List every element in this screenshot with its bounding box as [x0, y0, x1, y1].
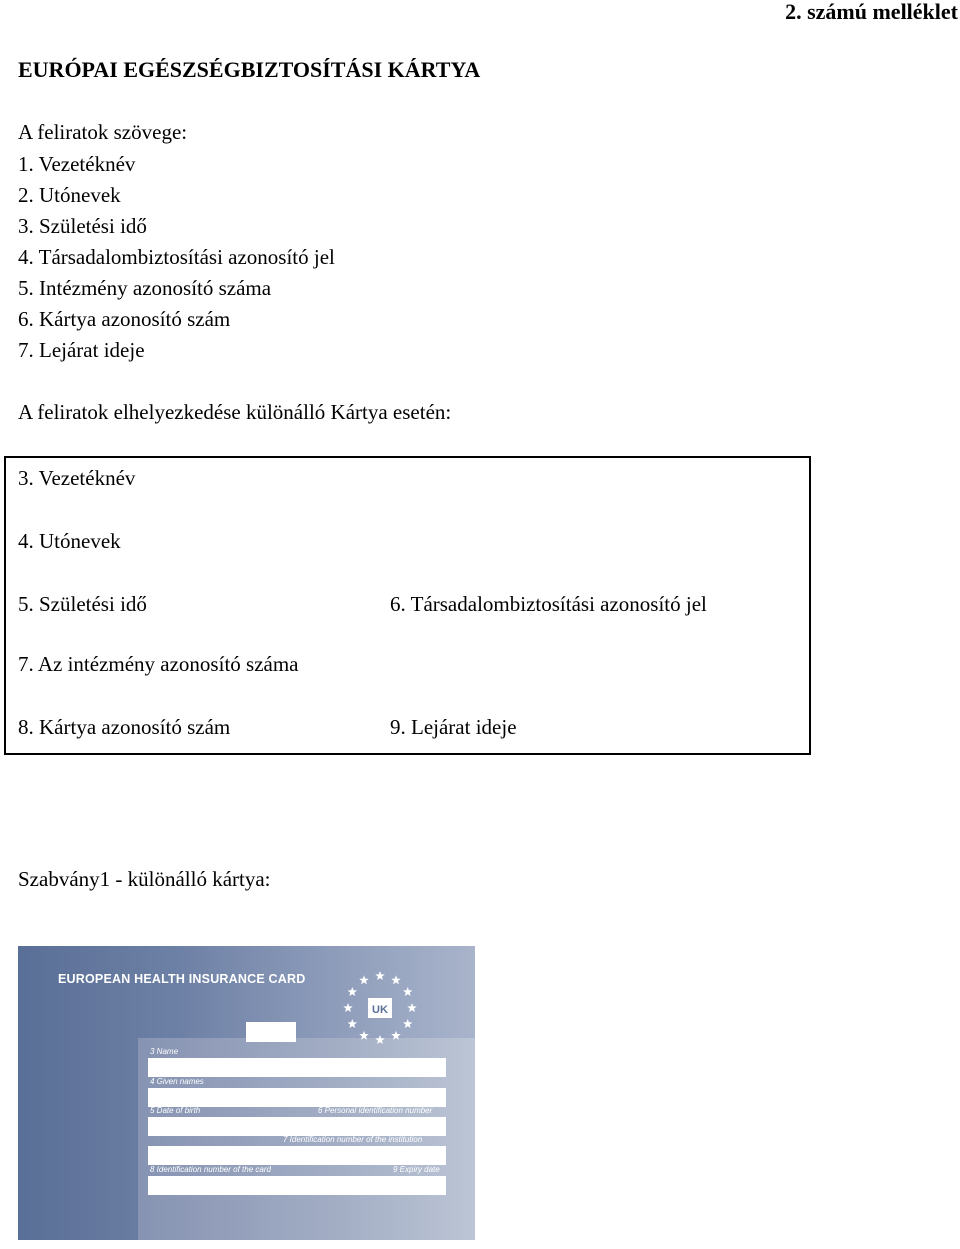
label-item: 6. Kártya azonosító szám — [18, 307, 231, 331]
eu-star-icon — [343, 1003, 353, 1012]
eu-star-icon — [407, 1003, 417, 1012]
label-item: 1. Vezetéknév — [18, 152, 136, 176]
eu-stars-icon — [340, 968, 420, 1048]
eu-star-icon — [348, 987, 358, 996]
layout-social-id: 6. Társadalombiztosítási azonosító jel — [390, 592, 707, 616]
eu-star-icon — [403, 987, 413, 996]
label-item: 7. Lejárat ideje — [18, 338, 145, 362]
eu-star-icon — [375, 1035, 385, 1044]
eu-star-icon — [391, 975, 401, 984]
card-label-given: 4 Given names — [150, 1077, 204, 1086]
card-field-given — [148, 1088, 446, 1107]
card-header: EUROPEAN HEALTH INSURANCE CARD — [58, 972, 306, 986]
eu-star-icon — [391, 1031, 401, 1040]
layout-expiry: 9. Lejárat ideje — [390, 715, 517, 739]
health-insurance-card-image — [18, 946, 475, 1240]
labels-heading: A feliratok szövege: — [18, 120, 188, 144]
card-label-card-id: 8 Identification number of the card — [150, 1165, 271, 1174]
label-item: 3. Születési idő — [18, 214, 147, 238]
card-field-name — [148, 1058, 446, 1077]
card-photo-slot — [246, 1022, 296, 1042]
card-country-code: UK — [372, 1004, 388, 1016]
layout-card-id: 8. Kártya azonosító szám — [18, 715, 231, 739]
card-label-name: 3 Name — [150, 1047, 179, 1056]
layout-heading: A feliratok elhelyezkedése különálló Kártya esetén: — [18, 400, 452, 424]
label-item: 5. Intézmény azonosító száma — [18, 276, 272, 300]
layout-institution-id: 7. Az intézmény azonosító száma — [18, 652, 299, 676]
card-label-pin: 6 Personal identification number — [318, 1106, 433, 1115]
document-title: EURÓPAI EGÉSZSÉGBIZTOSÍTÁSI KÁRTYA — [18, 57, 481, 82]
eu-star-icon — [359, 975, 369, 984]
card-label-institution: 7 Identification number of the institution — [283, 1135, 423, 1144]
card-label-dob: 5 Date of birth — [150, 1106, 201, 1115]
annex-number: 2. számú melléklet — [785, 0, 958, 24]
layout-given-names: 4. Utónevek — [18, 529, 121, 553]
eu-star-icon — [348, 1019, 358, 1028]
eu-star-icon — [375, 971, 385, 980]
layout-birth-date: 5. Születési idő — [18, 592, 147, 616]
eu-star-icon — [403, 1019, 413, 1028]
layout-surname: 3. Vezetéknév — [18, 466, 136, 490]
card-label-expiry: 9 Expiry date — [393, 1165, 440, 1174]
label-item: 2. Utónevek — [18, 183, 121, 207]
layout-frame — [4, 456, 811, 755]
card-field-dob-pin — [148, 1117, 446, 1136]
label-item: 4. Társadalombiztosítási azonosító jel — [18, 245, 335, 269]
card-field-card-expiry — [148, 1176, 446, 1195]
standard-caption: Szabvány1 - különálló kártya: — [18, 867, 271, 891]
card-field-institution — [148, 1146, 446, 1165]
eu-star-icon — [359, 1031, 369, 1040]
